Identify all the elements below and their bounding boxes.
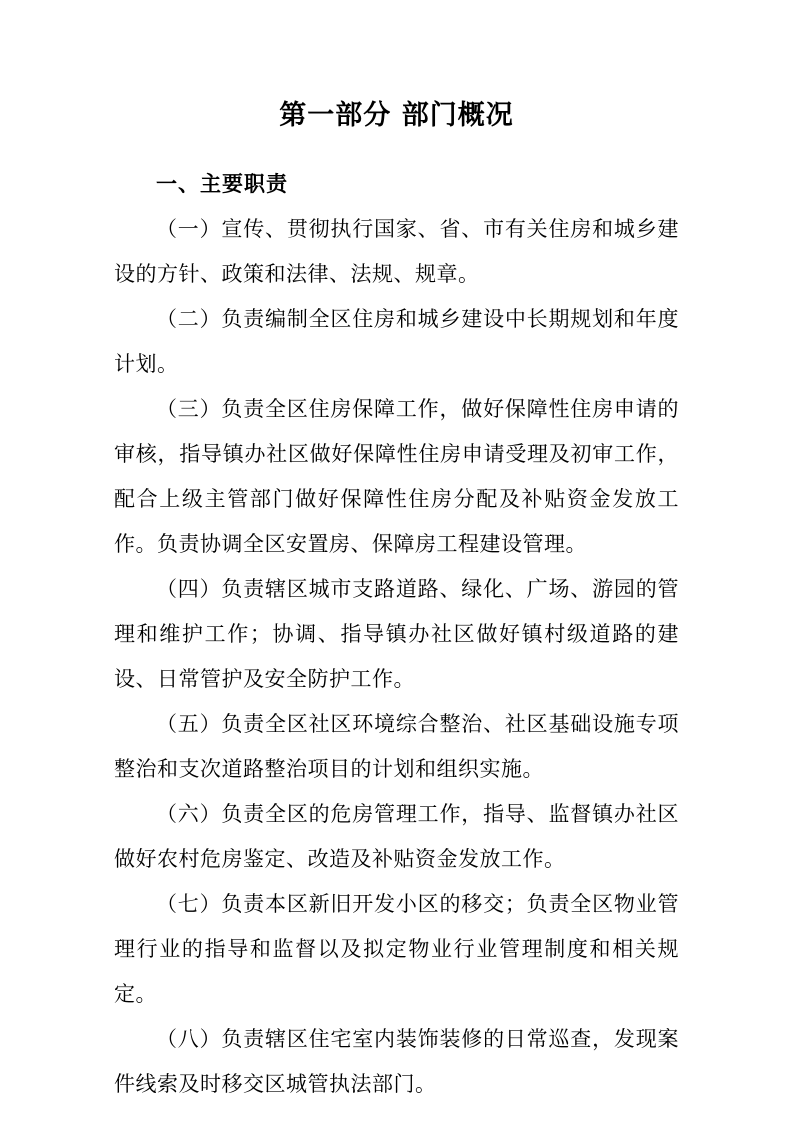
- paragraph-list: [114, 207, 679, 1107]
- paragraph: （三）负责全区住房保障工作，做好保障性住房申请的审核，指导镇办社区做好保障性住房申请受理及初审工作，配合上级主管部门做好保障性住房分配及补贴资金发放工作。负责协调全区安置房、保障房工程建设管理。: [114, 397, 679, 556]
- paragraph: （一）宣传、贯彻执行国家、省、市有关住房和城乡建设的方针、政策和法律、法规、规章。: [114, 217, 679, 286]
- paragraph: （八）负责辖区住宅室内装饰装修的日常巡查，发现案件线索及时移交区城管执法部门。: [114, 1027, 679, 1096]
- paragraph: （五）负责全区社区环境综合整治、社区基础设施专项整治和支次道路整治项目的计划和组织实施。: [114, 712, 679, 781]
- paragraph: （二）负责编制全区住房和城乡建设中长期规划和年度计划。: [114, 307, 679, 376]
- section-heading: 一、主要职责: [156, 172, 288, 196]
- document-title: 第一部分 部门概况: [279, 100, 514, 131]
- paragraph: （四）负责辖区城市支路道路、绿化、广场、游园的管理和维护工作；协调、指导镇办社区做好镇村级道路的建设、日常管护及安全防护工作。: [114, 577, 679, 691]
- paragraph: （六）负责全区的危房管理工作，指导、监督镇办社区做好农村危房鉴定、改造及补贴资金发放工作。: [114, 802, 679, 871]
- paragraph: （七）负责本区新旧开发小区的移交；负责全区物业管理行业的指导和监督以及拟定物业行业管理制度和相关规定。: [114, 892, 679, 1006]
